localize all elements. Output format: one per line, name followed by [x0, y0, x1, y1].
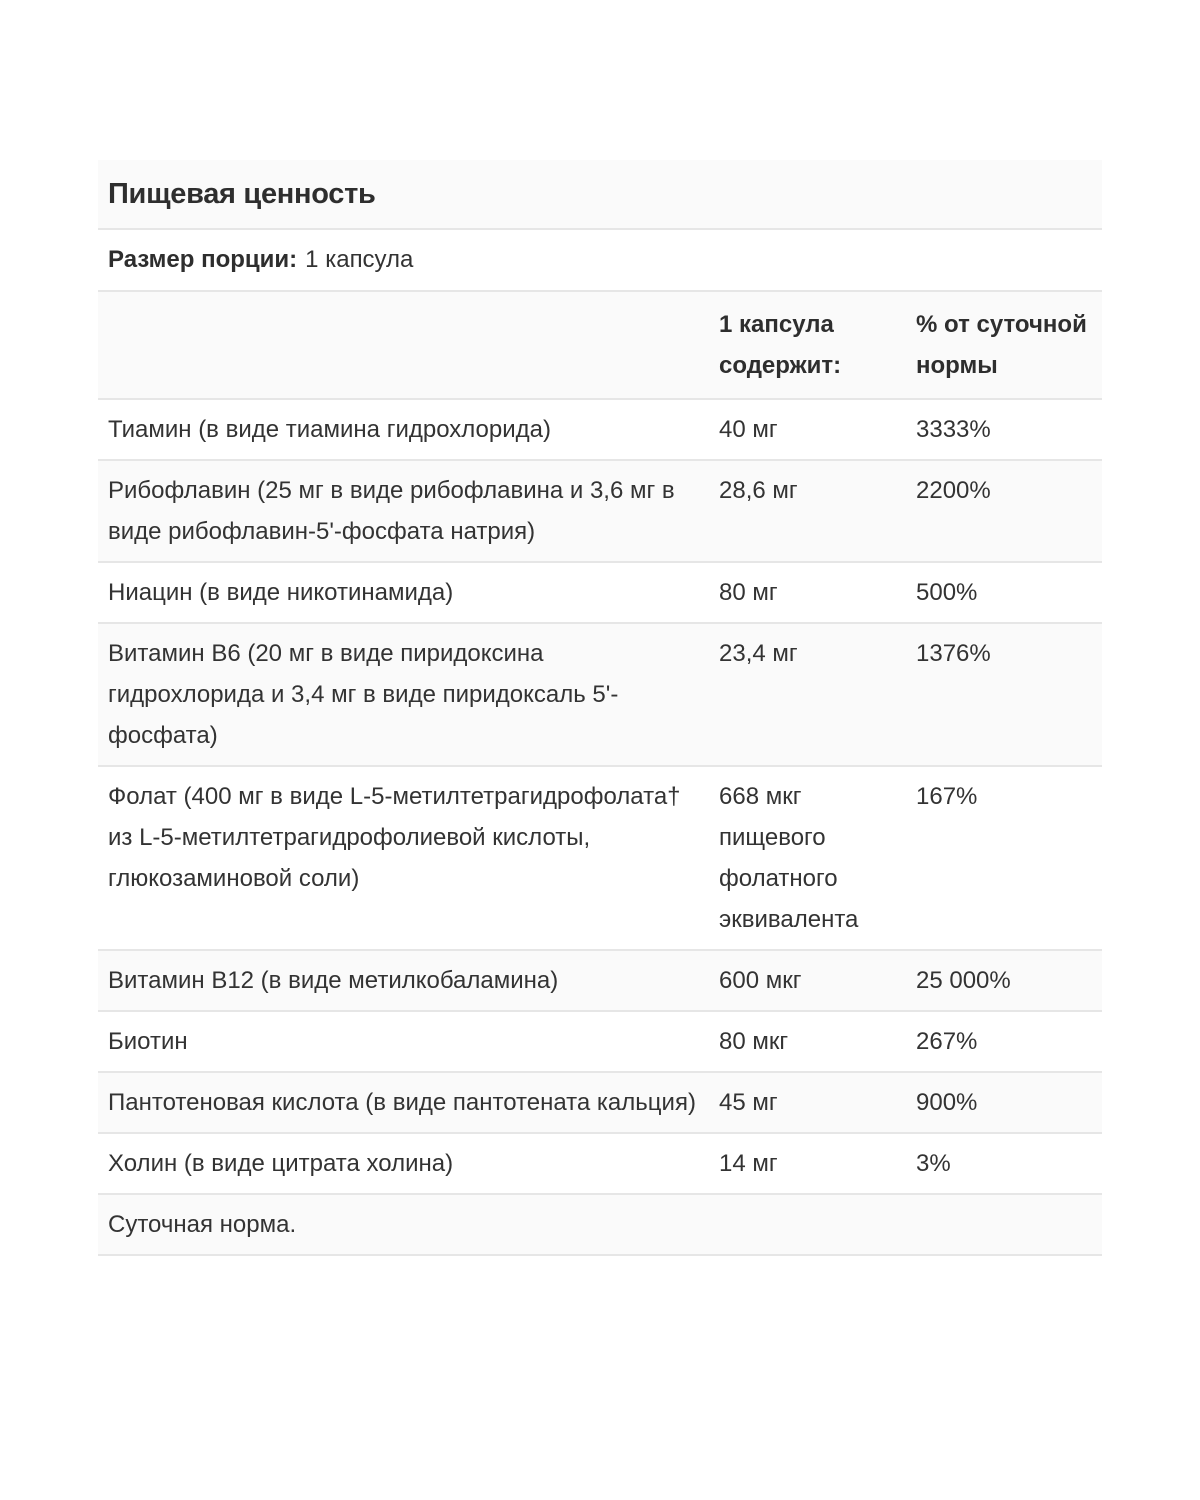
table-header-row [98, 292, 1102, 399]
nutrient-amount: 80 мг [709, 562, 906, 623]
nutrient-amount: 28,6 мг [709, 460, 906, 562]
nutrition-panel [98, 160, 1102, 1256]
table-row [98, 950, 1102, 1011]
nutrient-daily-value: 900% [906, 1072, 1102, 1133]
nutrient-daily-value: 267% [906, 1011, 1102, 1072]
table-row [98, 460, 1102, 562]
nutrient-name: Витамин В12 (в виде метилкобаламина) [98, 950, 709, 1011]
nutrient-amount: 45 мг [709, 1072, 906, 1133]
table-row [98, 623, 1102, 766]
table-row [98, 1072, 1102, 1133]
nutrient-daily-value: 500% [906, 562, 1102, 623]
nutrient-name: Холин (в виде цитрата холина) [98, 1133, 709, 1194]
table-row [98, 562, 1102, 623]
nutrient-amount: 14 мг [709, 1133, 906, 1194]
serving-size-value: 1 капсула [305, 246, 414, 273]
nutrient-daily-value: 25 000% [906, 950, 1102, 1011]
nutrient-amount: 23,4 мг [709, 623, 906, 766]
title-row [98, 160, 1102, 230]
footnote: Суточная норма. [98, 1194, 1102, 1255]
table-row [98, 1133, 1102, 1194]
nutrient-name: Рибофлавин (25 мг в виде рибофлавина и 3,6 мг в виде рибофлавин-5'-фосфата натрия) [98, 460, 709, 562]
serving-size-label: Размер порции: [108, 246, 298, 273]
table-row [98, 399, 1102, 460]
nutrient-daily-value: 1376% [906, 623, 1102, 766]
nutrient-amount: 668 мкг пищевого фолатного эквивалента [709, 766, 906, 950]
table-row [98, 1011, 1102, 1072]
footnote-row [98, 1194, 1102, 1255]
nutrient-name: Пантотеновая кислота (в виде пантотената кальция) [98, 1072, 709, 1133]
serving-size-row [98, 230, 1102, 292]
nutrient-daily-value: 3% [906, 1133, 1102, 1194]
nutrient-amount: 40 мг [709, 399, 906, 460]
nutrient-amount: 600 мкг [709, 950, 906, 1011]
nutrient-name: Витамин В6 (20 мг в виде пиридоксина гидрохлорида и 3,4 мг в виде пиридоксаль 5'-фосфата) [98, 623, 709, 766]
table-row [98, 766, 1102, 950]
header-daily-value: % от суточной нормы [906, 292, 1102, 399]
header-amount: 1 капсула содержит: [709, 292, 906, 399]
nutrient-daily-value: 3333% [906, 399, 1102, 460]
nutrient-name: Тиамин (в виде тиамина гидрохлорида) [98, 399, 709, 460]
nutrition-table [98, 292, 1102, 1256]
nutrient-name: Биотин [98, 1011, 709, 1072]
panel-title: Пищевая ценность [108, 177, 376, 210]
nutrient-daily-value: 2200% [906, 460, 1102, 562]
nutrient-name: Фолат (400 мг в виде L-5-метилтетрагидрофолата† из L-5-метилтетрагидрофолиевой кислоты, глюкозаминовой соли) [98, 766, 709, 950]
nutrient-name: Ниацин (в виде никотинамида) [98, 562, 709, 623]
nutrient-amount: 80 мкг [709, 1011, 906, 1072]
header-nutrient [98, 292, 709, 399]
nutrient-daily-value: 167% [906, 766, 1102, 950]
